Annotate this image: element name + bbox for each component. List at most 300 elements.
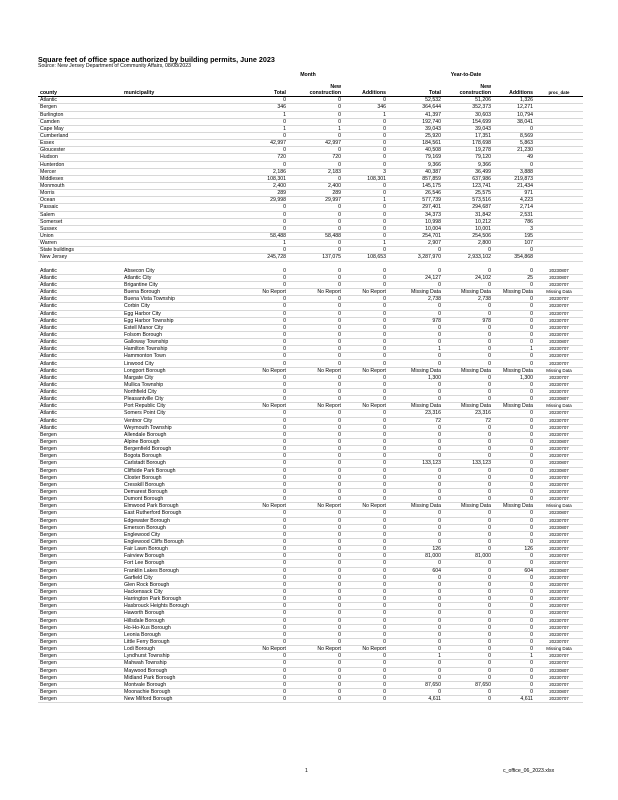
- municipality-cell: East Rutherford Borough: [122, 510, 238, 517]
- ytd-new-cell: 36,499: [443, 168, 493, 175]
- month-total-cell: 0: [238, 517, 288, 524]
- proc-date-cell: [535, 182, 583, 189]
- ytd-new-cell: 0: [443, 596, 493, 603]
- month-total-cell: 0: [238, 331, 288, 338]
- municipality-row: [38, 510, 583, 517]
- month-total-cell: 0: [238, 339, 288, 346]
- municipality-cell: [122, 125, 238, 132]
- ytd-new-cell: 0: [443, 588, 493, 595]
- county-cell: Bergen: [38, 481, 122, 488]
- month-additions-cell: 0: [343, 460, 388, 467]
- month-new-cell: 0: [288, 424, 343, 431]
- municipality-cell: Lyndhurst Township: [122, 653, 238, 660]
- ytd-additions-cell: 0: [493, 453, 535, 460]
- municipality-cell: Dumont Borough: [122, 496, 238, 503]
- proc-date-cell: [535, 140, 583, 147]
- proc-date-cell: 20230707: [535, 481, 583, 488]
- ytd-new-cell: 0: [443, 339, 493, 346]
- month-new-cell: 0: [288, 339, 343, 346]
- ytd-new-cell: Missing Data: [443, 367, 493, 374]
- month-new-cell: 0: [288, 204, 343, 211]
- column-header-ytd-new-construction: construction: [443, 90, 493, 97]
- ytd-additions-cell: Missing Data: [493, 289, 535, 296]
- month-new-cell: 0: [288, 617, 343, 624]
- proc-date-cell: [535, 154, 583, 161]
- county-cell: Bergen: [38, 446, 122, 453]
- ytd-additions-cell: 0: [493, 560, 535, 567]
- month-new-cell: 0: [288, 624, 343, 631]
- proc-date-cell: 20230707: [535, 617, 583, 624]
- month-new-cell: 0: [288, 132, 343, 139]
- municipality-row: [38, 624, 583, 631]
- month-additions-cell: 0: [343, 617, 388, 624]
- municipality-cell: Glen Rock Borough: [122, 581, 238, 588]
- month-new-cell: 0: [288, 274, 343, 281]
- month-new-cell: 1: [288, 125, 343, 132]
- county-cell: Camden: [38, 118, 122, 125]
- municipality-cell: [122, 182, 238, 189]
- ytd-total-cell: 10,004: [388, 225, 443, 232]
- county-cell: Atlantic: [38, 367, 122, 374]
- ytd-additions-cell: 604: [493, 567, 535, 574]
- month-total-cell: No Report: [238, 646, 288, 653]
- ytd-additions-cell: 0: [493, 353, 535, 360]
- municipality-row: [38, 289, 583, 296]
- month-total-cell: 0: [238, 524, 288, 531]
- month-new-cell: 0: [288, 218, 343, 225]
- municipality-cell: Bergenfield Borough: [122, 446, 238, 453]
- month-additions-cell: 0: [343, 596, 388, 603]
- month-total-cell: No Report: [238, 367, 288, 374]
- municipality-cell: [122, 175, 238, 182]
- month-additions-cell: 0: [343, 310, 388, 317]
- ytd-additions-cell: 107: [493, 240, 535, 247]
- ytd-additions-cell: 0: [493, 638, 535, 645]
- ytd-new-cell: 51,206: [443, 97, 493, 104]
- month-new-cell: 0: [288, 389, 343, 396]
- ytd-additions-cell: 3: [493, 225, 535, 232]
- county-cell: Somerset: [38, 218, 122, 225]
- month-total-cell: 0: [238, 132, 288, 139]
- county-cell: Bergen: [38, 660, 122, 667]
- month-additions-cell: 0: [343, 381, 388, 388]
- county-cell: Bergen: [38, 688, 122, 695]
- ytd-additions-cell: 0: [493, 439, 535, 446]
- municipality-row: [38, 431, 583, 438]
- municipality-cell: Allendale Borough: [122, 431, 238, 438]
- month-total-cell: 0: [238, 296, 288, 303]
- column-header-month-new-construction: construction: [288, 90, 343, 97]
- ytd-total-cell: 133,123: [388, 460, 443, 467]
- month-new-cell: 2,183: [288, 168, 343, 175]
- ytd-new-cell: 0: [443, 324, 493, 331]
- ytd-new-cell: 0: [443, 481, 493, 488]
- ytd-new-cell: 0: [443, 374, 493, 381]
- municipality-cell: [122, 254, 238, 261]
- ytd-total-cell: 192,740: [388, 118, 443, 125]
- month-total-cell: No Report: [238, 403, 288, 410]
- proc-date-cell: 20230807: [535, 524, 583, 531]
- municipality-cell: Cresskill Borough: [122, 481, 238, 488]
- proc-date-cell: 20230707: [535, 560, 583, 567]
- month-total-cell: 0: [238, 310, 288, 317]
- ytd-total-cell: 0: [388, 331, 443, 338]
- municipality-cell: Bogota Borough: [122, 453, 238, 460]
- county-cell: Bergen: [38, 439, 122, 446]
- permits-table: [38, 84, 583, 703]
- month-new-cell: 0: [288, 118, 343, 125]
- month-additions-cell: 0: [343, 653, 388, 660]
- county-cell: Bergen: [38, 610, 122, 617]
- proc-date-cell: 20230707: [535, 660, 583, 667]
- month-additions-cell: 0: [343, 539, 388, 546]
- county-cell: Atlantic: [38, 303, 122, 310]
- proc-date-cell: Missing Data: [535, 646, 583, 653]
- ytd-new-cell: Missing Data: [443, 289, 493, 296]
- ytd-total-cell: 24,127: [388, 274, 443, 281]
- municipality-cell: Corbin City: [122, 303, 238, 310]
- ytd-total-cell: 0: [388, 539, 443, 546]
- month-additions-cell: 0: [343, 431, 388, 438]
- month-additions-cell: 0: [343, 439, 388, 446]
- proc-date-cell: [535, 161, 583, 168]
- month-new-cell: 0: [288, 97, 343, 104]
- municipality-cell: Haworth Borough: [122, 610, 238, 617]
- ytd-new-cell: 2,800: [443, 240, 493, 247]
- month-additions-cell: 0: [343, 268, 388, 275]
- month-additions-cell: 0: [343, 638, 388, 645]
- month-additions-cell: 0: [343, 560, 388, 567]
- ytd-additions-cell: 2,714: [493, 204, 535, 211]
- county-cell: Atlantic: [38, 324, 122, 331]
- proc-date-cell: 20230707: [535, 681, 583, 688]
- month-additions-cell: 3: [343, 168, 388, 175]
- county-cell: Atlantic: [38, 360, 122, 367]
- month-total-cell: 0: [238, 324, 288, 331]
- month-new-cell: 0: [288, 310, 343, 317]
- proc-date-cell: 20230807: [535, 339, 583, 346]
- proc-date-cell: 20230707: [535, 431, 583, 438]
- county-row: [38, 218, 583, 225]
- month-total-cell: 0: [238, 588, 288, 595]
- ytd-additions-cell: 49: [493, 154, 535, 161]
- month-additions-cell: 0: [343, 204, 388, 211]
- month-total-cell: 0: [238, 225, 288, 232]
- county-cell: Atlantic: [38, 374, 122, 381]
- month-total-cell: 0: [238, 667, 288, 674]
- municipality-cell: Longport Borough: [122, 367, 238, 374]
- proc-date-cell: [535, 190, 583, 197]
- county-cell: Atlantic: [38, 317, 122, 324]
- ytd-total-cell: 52,532: [388, 97, 443, 104]
- ytd-total-cell: 0: [388, 467, 443, 474]
- ytd-new-cell: 0: [443, 674, 493, 681]
- municipality-cell: [122, 247, 238, 254]
- month-total-cell: 0: [238, 147, 288, 154]
- municipality-cell: Maywood Borough: [122, 667, 238, 674]
- ytd-total-cell: 0: [388, 638, 443, 645]
- ytd-additions-cell: 10,794: [493, 111, 535, 118]
- month-total-cell: 0: [238, 496, 288, 503]
- month-additions-cell: 0: [343, 510, 388, 517]
- ytd-new-cell: 79,120: [443, 154, 493, 161]
- ytd-total-cell: 81,000: [388, 553, 443, 560]
- ytd-new-cell: 0: [443, 638, 493, 645]
- county-row: [38, 104, 583, 111]
- municipality-row: [38, 560, 583, 567]
- month-total-cell: 0: [238, 624, 288, 631]
- month-new-cell: 0: [288, 240, 343, 247]
- proc-date-cell: 20230707: [535, 603, 583, 610]
- month-new-cell: 0: [288, 317, 343, 324]
- municipality-cell: Leonia Borough: [122, 631, 238, 638]
- county-cell: Bergen: [38, 588, 122, 595]
- county-cell: Atlantic: [38, 410, 122, 417]
- month-new-cell: 2,400: [288, 182, 343, 189]
- municipality-row: [38, 467, 583, 474]
- municipality-cell: Estell Manor City: [122, 324, 238, 331]
- month-new-cell: 0: [288, 474, 343, 481]
- ytd-new-cell: 0: [443, 660, 493, 667]
- month-new-cell: 0: [288, 660, 343, 667]
- proc-date-cell: 20230707: [535, 303, 583, 310]
- month-new-cell: 289: [288, 190, 343, 197]
- ytd-additions-cell: 0: [493, 646, 535, 653]
- county-row: [38, 182, 583, 189]
- ytd-new-cell: 0: [443, 531, 493, 538]
- month-additions-cell: 0: [343, 489, 388, 496]
- month-new-cell: 0: [288, 531, 343, 538]
- ytd-additions-cell: 0: [493, 125, 535, 132]
- ytd-additions-cell: 0: [493, 631, 535, 638]
- municipality-row: [38, 496, 583, 503]
- county-cell: Atlantic: [38, 268, 122, 275]
- municipality-row: [38, 268, 583, 275]
- month-new-cell: 0: [288, 517, 343, 524]
- month-new-cell: 0: [288, 481, 343, 488]
- column-header-municipality: municipality: [122, 90, 238, 97]
- ytd-new-cell: 0: [443, 381, 493, 388]
- month-total-cell: 0: [238, 396, 288, 403]
- ytd-new-cell: 0: [443, 560, 493, 567]
- month-new-cell: 0: [288, 581, 343, 588]
- municipality-row: [38, 503, 583, 510]
- ytd-new-cell: 0: [443, 268, 493, 275]
- proc-date-cell: 20230807: [535, 396, 583, 403]
- municipality-row: [38, 310, 583, 317]
- municipality-row: [38, 489, 583, 496]
- month-new-cell: 0: [288, 539, 343, 546]
- month-total-cell: No Report: [238, 503, 288, 510]
- municipality-row: [38, 631, 583, 638]
- month-additions-cell: 0: [343, 674, 388, 681]
- municipality-cell: Egg Harbor Township: [122, 317, 238, 324]
- ytd-total-cell: 41,397: [388, 111, 443, 118]
- county-cell: Bergen: [38, 567, 122, 574]
- municipality-row: [38, 424, 583, 431]
- month-total-cell: 0: [238, 560, 288, 567]
- ytd-new-cell: 9,366: [443, 161, 493, 168]
- county-cell: Atlantic: [38, 396, 122, 403]
- municipality-cell: Fort Lee Borough: [122, 560, 238, 567]
- ytd-new-cell: 0: [443, 439, 493, 446]
- month-additions-cell: 0: [343, 182, 388, 189]
- municipality-cell: Fair Lawn Borough: [122, 546, 238, 553]
- ytd-total-cell: 0: [388, 489, 443, 496]
- ytd-new-cell: 30,603: [443, 111, 493, 118]
- page-number: 1: [305, 768, 308, 774]
- month-new-cell: 0: [288, 161, 343, 168]
- month-new-cell: 0: [288, 546, 343, 553]
- proc-date-cell: 20230707: [535, 517, 583, 524]
- county-cell: Bergen: [38, 503, 122, 510]
- proc-date-cell: 20230807: [535, 688, 583, 695]
- month-additions-cell: 0: [343, 147, 388, 154]
- month-additions-cell: 0: [343, 688, 388, 695]
- month-additions-cell: 0: [343, 453, 388, 460]
- month-new-cell: No Report: [288, 503, 343, 510]
- municipality-row: [38, 517, 583, 524]
- ytd-total-cell: 0: [388, 510, 443, 517]
- ytd-new-cell: 0: [443, 396, 493, 403]
- month-total-cell: 0: [238, 610, 288, 617]
- month-new-cell: 0: [288, 104, 343, 111]
- ytd-additions-cell: 0: [493, 489, 535, 496]
- month-new-cell: 0: [288, 489, 343, 496]
- ytd-total-cell: 72: [388, 417, 443, 424]
- month-total-cell: No Report: [238, 289, 288, 296]
- county-cell: Bergen: [38, 681, 122, 688]
- municipality-cell: [122, 111, 238, 118]
- month-additions-cell: 0: [343, 396, 388, 403]
- municipality-cell: Franklin Lakes Borough: [122, 567, 238, 574]
- month-new-cell: 0: [288, 553, 343, 560]
- ytd-new-cell: 0: [443, 546, 493, 553]
- ytd-total-cell: 0: [388, 439, 443, 446]
- proc-date-cell: [535, 204, 583, 211]
- month-total-cell: 0: [238, 204, 288, 211]
- column-header-county: county: [38, 90, 122, 97]
- month-new-cell: 0: [288, 374, 343, 381]
- month-new-cell: 0: [288, 567, 343, 574]
- month-additions-cell: 0: [343, 125, 388, 132]
- county-cell: Bergen: [38, 596, 122, 603]
- ytd-new-cell: 178,698: [443, 140, 493, 147]
- month-additions-cell: 0: [343, 496, 388, 503]
- county-cell: Atlantic: [38, 310, 122, 317]
- ytd-additions-cell: 5,863: [493, 140, 535, 147]
- county-cell: Bergen: [38, 653, 122, 660]
- ytd-additions-cell: 0: [493, 596, 535, 603]
- municipality-row: [38, 360, 583, 367]
- municipality-cell: [122, 118, 238, 125]
- county-cell: Bergen: [38, 467, 122, 474]
- month-total-cell: 0: [238, 539, 288, 546]
- municipality-cell: Buena Borough: [122, 289, 238, 296]
- month-additions-cell: 0: [343, 581, 388, 588]
- county-row: [38, 125, 583, 132]
- municipality-cell: Ventnor City: [122, 417, 238, 424]
- report-title: Square feet of office space authorized by building permits, June 2023: [38, 55, 275, 64]
- month-additions-cell: 0: [343, 346, 388, 353]
- county-cell: Atlantic: [38, 281, 122, 288]
- municipality-cell: Elmwood Park Borough: [122, 503, 238, 510]
- month-additions-cell: 0: [343, 417, 388, 424]
- proc-date-cell: [535, 175, 583, 182]
- ytd-total-cell: 0: [388, 581, 443, 588]
- proc-date-cell: 20230707: [535, 696, 583, 703]
- municipality-row: [38, 531, 583, 538]
- ytd-new-cell: 123,741: [443, 182, 493, 189]
- municipality-row: [38, 539, 583, 546]
- municipality-row: [38, 453, 583, 460]
- proc-date-cell: 20230707: [535, 374, 583, 381]
- county-row: [38, 97, 583, 104]
- month-additions-cell: 0: [343, 303, 388, 310]
- municipality-row: [38, 638, 583, 645]
- county-cell: Bergen: [38, 667, 122, 674]
- county-row: [38, 168, 583, 175]
- ytd-new-cell: 0: [443, 510, 493, 517]
- ytd-additions-cell: 0: [493, 310, 535, 317]
- ytd-additions-cell: 1: [493, 346, 535, 353]
- municipality-cell: Port Republic City: [122, 403, 238, 410]
- ytd-total-cell: 0: [388, 688, 443, 695]
- county-row: [38, 225, 583, 232]
- municipality-row: [38, 460, 583, 467]
- month-new-cell: 0: [288, 346, 343, 353]
- proc-date-cell: Missing Data: [535, 289, 583, 296]
- county-cell: Essex: [38, 140, 122, 147]
- ytd-total-cell: 126: [388, 546, 443, 553]
- month-new-cell: No Report: [288, 403, 343, 410]
- municipality-cell: Cliffside Park Borough: [122, 467, 238, 474]
- proc-date-cell: 20230707: [535, 381, 583, 388]
- county-cell: Gloucester: [38, 147, 122, 154]
- ytd-total-cell: 0: [388, 474, 443, 481]
- county-row: [38, 211, 583, 218]
- ytd-additions-cell: 0: [493, 381, 535, 388]
- ytd-additions-cell: 0: [493, 161, 535, 168]
- month-new-cell: 0: [288, 453, 343, 460]
- month-additions-cell: 0: [343, 353, 388, 360]
- municipality-row: [38, 646, 583, 653]
- month-new-cell: 0: [288, 360, 343, 367]
- month-total-cell: 0: [238, 431, 288, 438]
- municipality-row: [38, 281, 583, 288]
- month-additions-cell: 346: [343, 104, 388, 111]
- municipality-cell: [122, 161, 238, 168]
- municipality-cell: [122, 168, 238, 175]
- county-cell: Atlantic: [38, 389, 122, 396]
- county-cell: Morris: [38, 190, 122, 197]
- municipality-cell: [122, 190, 238, 197]
- ytd-total-cell: 34,373: [388, 211, 443, 218]
- month-total-cell: 0: [238, 268, 288, 275]
- ytd-total-cell: 0: [388, 360, 443, 367]
- ytd-new-cell: 0: [443, 581, 493, 588]
- month-total-cell: 0: [238, 281, 288, 288]
- county-row: [38, 254, 583, 261]
- ytd-total-cell: 0: [388, 617, 443, 624]
- county-cell: Hunterdon: [38, 161, 122, 168]
- ytd-total-cell: 25,920: [388, 132, 443, 139]
- ytd-additions-cell: 0: [493, 268, 535, 275]
- municipality-row: [38, 381, 583, 388]
- month-additions-cell: 108,301: [343, 175, 388, 182]
- ytd-new-cell: 978: [443, 317, 493, 324]
- ytd-additions-cell: 0: [493, 389, 535, 396]
